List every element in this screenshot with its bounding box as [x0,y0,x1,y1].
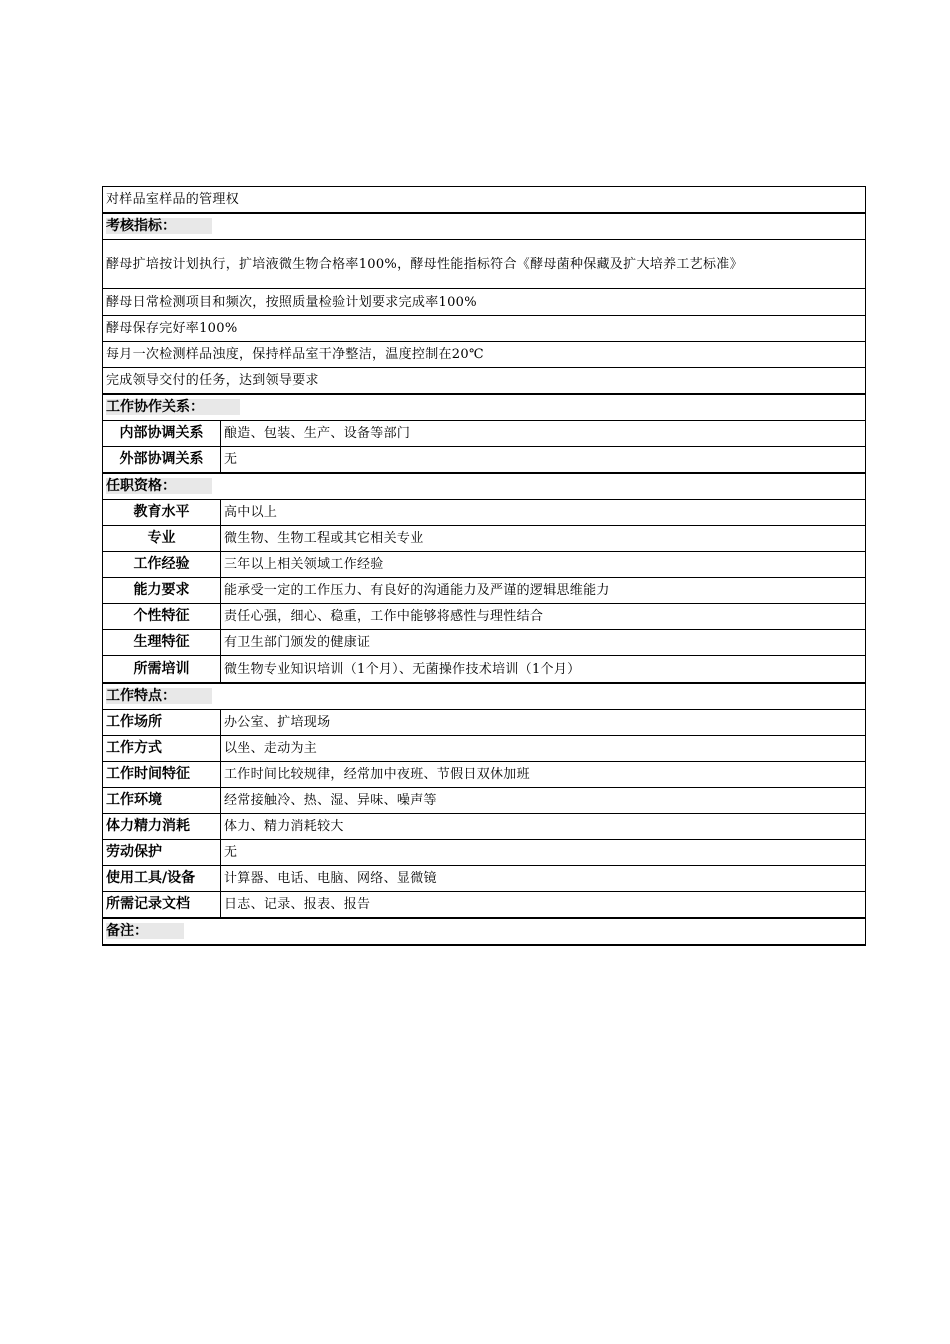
qualification-row [103,656,866,684]
feature-row [103,840,866,866]
qualification-value: 能承受一定的工作压力、有良好的沟通能力及严谨的逻辑思维能力 [221,578,866,604]
qualification-label: 能力要求 [103,578,221,604]
kpi-header-row [103,213,866,240]
feature-row [103,788,866,814]
feature-label: 所需记录文档 [103,892,221,919]
feature-value: 办公室、扩培现场 [221,710,866,736]
relation-row [103,447,866,474]
qualification-row [103,526,866,552]
qualification-label: 生理特征 [103,630,221,656]
feature-row [103,814,866,840]
kpi-row [103,342,866,368]
qualification-row [103,630,866,656]
relations-header: 工作协作关系： [106,399,240,415]
qualification-value: 有卫生部门颁发的健康证 [221,630,866,656]
feature-value: 体力、精力消耗较大 [221,814,866,840]
rights-row [103,187,866,214]
kpi-item: 每月一次检测样品浊度，保持样品室干净整洁，温度控制在20℃ [103,342,866,368]
qualification-value: 责任心强，细心、稳重，工作中能够将感性与理性结合 [221,604,866,630]
remarks-header: 备注： [106,923,184,939]
qualification-value: 三年以上相关领域工作经验 [221,552,866,578]
qualification-label: 专业 [103,526,221,552]
qualification-value: 高中以上 [221,500,866,526]
feature-value: 计算器、电话、电脑、网络、显微镜 [221,866,866,892]
feature-label: 工作场所 [103,710,221,736]
kpi-row [103,316,866,342]
relation-value: 无 [221,447,866,474]
relations-header-row [103,394,866,421]
feature-row [103,710,866,736]
kpi-item: 酵母保存完好率100% [103,316,866,342]
feature-label: 工作方式 [103,736,221,762]
qualification-value: 微生物专业知识培训（1个月）、无菌操作技术培训（1个月） [221,656,866,684]
kpi-row [103,368,866,395]
feature-row [103,762,866,788]
qualifications-header-row [103,473,866,500]
rights-text: 对样品室样品的管理权 [103,187,866,214]
feature-label: 工作环境 [103,788,221,814]
relation-row [103,421,866,447]
qualification-label: 教育水平 [103,500,221,526]
feature-value: 无 [221,840,866,866]
kpi-item: 完成领导交付的任务，达到领导要求 [103,368,866,395]
kpi-row [103,289,866,316]
kpi-item: 酵母扩培按计划执行，扩培液微生物合格率100%，酵母性能指标符合《酵母菌种保藏及扩大培养工艺标准》 [103,240,866,289]
feature-row [103,736,866,762]
remarks-row [103,918,866,945]
qualification-label: 工作经验 [103,552,221,578]
kpi-header: 考核指标： [106,218,212,234]
qualifications-header: 任职资格： [106,478,212,494]
relation-label: 内部协调关系 [103,421,221,447]
qualification-row [103,500,866,526]
qualification-row [103,552,866,578]
feature-row [103,866,866,892]
feature-value: 经常接触冷、热、湿、异味、噪声等 [221,788,866,814]
kpi-row [103,240,866,289]
qualification-label: 个性特征 [103,604,221,630]
kpi-item: 酵母日常检测项目和频次，按照质量检验计划要求完成率100% [103,289,866,316]
relation-value: 酿造、包装、生产、设备等部门 [221,421,866,447]
qualification-label: 所需培训 [103,656,221,684]
feature-label: 体力精力消耗 [103,814,221,840]
feature-label: 劳动保护 [103,840,221,866]
feature-label: 使用工具/设备 [103,866,221,892]
job-description-table [102,186,866,946]
features-header-row [103,683,866,710]
qualification-row [103,578,866,604]
relation-label: 外部协调关系 [103,447,221,474]
feature-value: 日志、记录、报表、报告 [221,892,866,919]
qualification-row [103,604,866,630]
features-header: 工作特点： [106,688,212,704]
feature-label: 工作时间特征 [103,762,221,788]
feature-row [103,892,866,919]
feature-value: 以坐、走动为主 [221,736,866,762]
feature-value: 工作时间比较规律，经常加中夜班、节假日双休加班 [221,762,866,788]
qualification-value: 微生物、生物工程或其它相关专业 [221,526,866,552]
